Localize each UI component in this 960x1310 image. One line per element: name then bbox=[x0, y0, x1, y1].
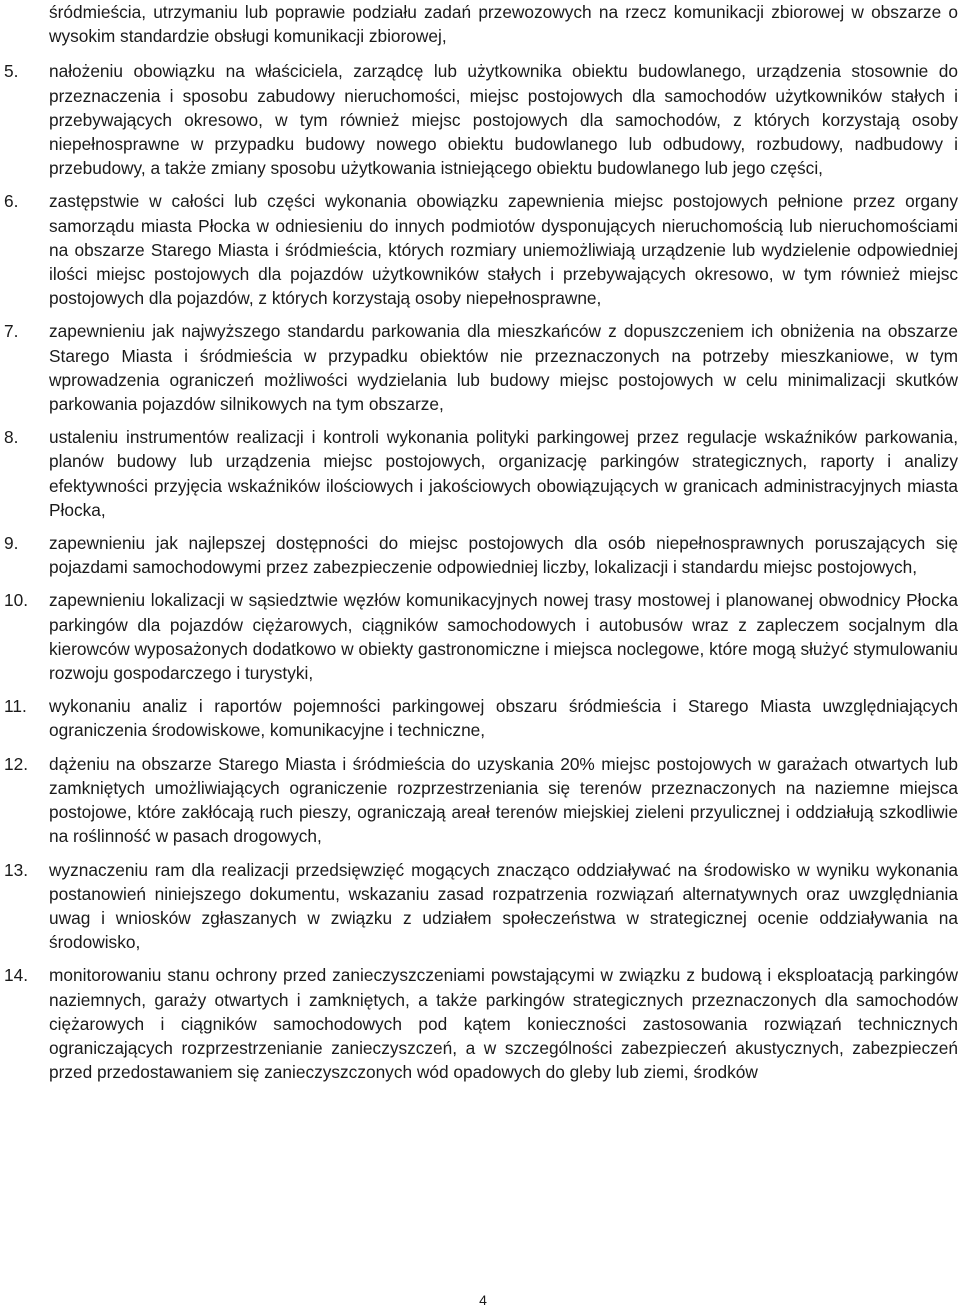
list-item-number: 5. bbox=[4, 61, 19, 82]
list-item-number: 7. bbox=[4, 321, 19, 342]
list-item-text: zastępstwie w całości lub części wykonania obowiązku zapewnienia miejsc postojowych pełnione przez organy samorządu miasta Płocka w odniesieniu do innych podmiotów dysponujących nieruchomością lub nieruchomościami na obszarze Starego Miasta i śródmieścia, których rozmiary uniemożliwiają urządzenie lub wydzielenie odpowiedniej ilości miejsc postojowych dla pojazdów użytkowników stałych i przebywających okresowo, w tym również miejsc postojowych dla pojazdów, z których korzystają osoby niepełnosprawne, bbox=[49, 191, 958, 309]
list-item-text: monitorowaniu stanu ochrony przed zanieczyszczeniami powstającymi w związku z budową i eksploatacją parkingów naziemnych, garaży otwartych i zamkniętych, a także parkingów strategicznych przeznaczonych dla samochodów ciężarowych i ciągników samochodowych pod kątem konieczności zastosowania rozwiązań technicznych ograniczających rozprzestrzenianie zanieczyszczeń, a w szczególności zabezpieczeń akustycznych, zabezpieczeń przed przedostawaniem się zanieczyszczonych wód opadowych do gleby lub ziemi, środków bbox=[49, 965, 958, 1083]
list-item-number: 11. bbox=[4, 696, 27, 717]
list-item bbox=[0, 189, 960, 310]
list-item-number: 8. bbox=[4, 427, 19, 448]
list-item-number: 9. bbox=[4, 533, 19, 554]
list-item-number: 14. bbox=[4, 965, 29, 986]
list-item-number: 6. bbox=[4, 191, 19, 212]
list-item-text: zapewnieniu jak najwyższego standardu parkowania dla mieszkańców z dopuszczeniem ich obniżenia na obszarze Starego Miasta i śródmieścia w przypadku obiektów nie przeznaczonych na potrzeby mieszkaniowe, w tym wprowadzenia ograniczeń możliwości wydzielania lub budowy miejsc postojowych w celu minimalizacji skutków parkowania pojazdów silnikowych na tym obszarze, bbox=[49, 321, 958, 415]
list-item-text: zapewnieniu jak najlepszej dostępności do miejsc postojowych dla osób niepełnosprawnych poruszających się pojazdami samochodowymi przez zabezpieczenie odpowiedniej liczby, lokalizacji i standardu miejsc postojowych, bbox=[49, 533, 958, 578]
list-item-text: wyznaczeniu ram dla realizacji przedsięwzięć mogących znacząco oddziaływać na środowisko w wyniku wykonania postanowień niniejszego dokumentu, wskazaniu zasad rozpatrzenia rozwiązań alternatywnych oraz uwzględniania uwag i wniosków zgłaszanych w związku z udziałem społeczeństwa w strategicznej ocenie oddziaływania na środowisko, bbox=[49, 859, 958, 953]
list-item-number: 10. bbox=[4, 590, 29, 611]
list-item-text: zapewnieniu lokalizacji w sąsiedztwie węzłów komunikacyjnych nowej trasy mostowej i planowanej obwodnicy Płocka parkingów dla pojazdów ciężarowych, ciągników samochodowych i autobusów wraz z zapleczem socjalnym dla kierowców wyposażonych dodatkowo w obiekty gastronomiczne i miejsca noclegowe, które mogą służyć stymulowaniu rozwoju gospodarczego i turystyki, bbox=[49, 590, 958, 684]
list-item-text: śródmieścia, utrzymaniu lub poprawie podziału zadań przewozowych na rzecz komunikacji zbiorowej w obszarze o wysokim standardzie obsługi komunikacji zbiorowej, bbox=[49, 2, 958, 47]
page-number: 4 bbox=[479, 1292, 487, 1308]
list-item bbox=[0, 963, 960, 1084]
list-item-text: wykonaniu analiz i raportów pojemności parkingowej obszaru śródmieścia i Starego Miasta uwzględniających ograniczenia środowiskowe, komunikacyjne i techniczne, bbox=[49, 696, 958, 741]
list-item-number: 13. bbox=[4, 859, 29, 880]
list-item-number: 12. bbox=[4, 753, 29, 774]
list-item-continuation bbox=[0, 0, 960, 48]
list-item bbox=[0, 858, 960, 955]
list-item bbox=[0, 588, 960, 685]
list-item bbox=[0, 319, 960, 416]
list-item-text: ustaleniu instrumentów realizacji i kontroli wykonania polityki parkingowej przez regulacje wskaźników parkowania, planów budowy lub urządzenia miejsc postojowych, organizację parkingów strategicznych, raporty i analizy efektywności przyjęcia wskaźników ilościowych i jakościowych obowiązujących w granicach administracyjnych miasta Płocka, bbox=[49, 427, 958, 520]
list-item bbox=[0, 531, 960, 579]
list-item bbox=[0, 752, 960, 849]
list-item-text: nałożeniu obowiązku na właściciela, zarządcę lub użytkownika obiektu budowlanego, urządzenia stosownie do przeznaczenia i sposobu zabudowy nieruchomości, miejsc postojowych dla samochodów użytkowników stałych i przebywających okresowo, w tym również miejsc postojowych dla samochodów, z których korzystają osoby niepełnosprawne w przypadku budowy nowego obiektu budowlanego lub odbudowy, rozbudowy, nadbudowy i przebudowy, a także zmiany sposobu użytkowania istniejącego obiektu budowlanego lub jego części, bbox=[49, 61, 958, 179]
list-item-text: dążeniu na obszarze Starego Miasta i śródmieścia do uzyskania 20% miejsc postojowych w garażach otwartych lub zamkniętych umożliwiających ograniczenie rozprzestrzeniania się terenów przeznaczonych na naziemne miejsca postojowe, które zakłócają ruch pieszy, ograniczają areał terenów miejskiej zieleni przyulicznej i oddziałują szkodliwie na roślinność w pasach drogowych, bbox=[49, 753, 958, 847]
list-item bbox=[0, 59, 960, 180]
list-item bbox=[0, 425, 960, 522]
list-item bbox=[0, 694, 960, 742]
